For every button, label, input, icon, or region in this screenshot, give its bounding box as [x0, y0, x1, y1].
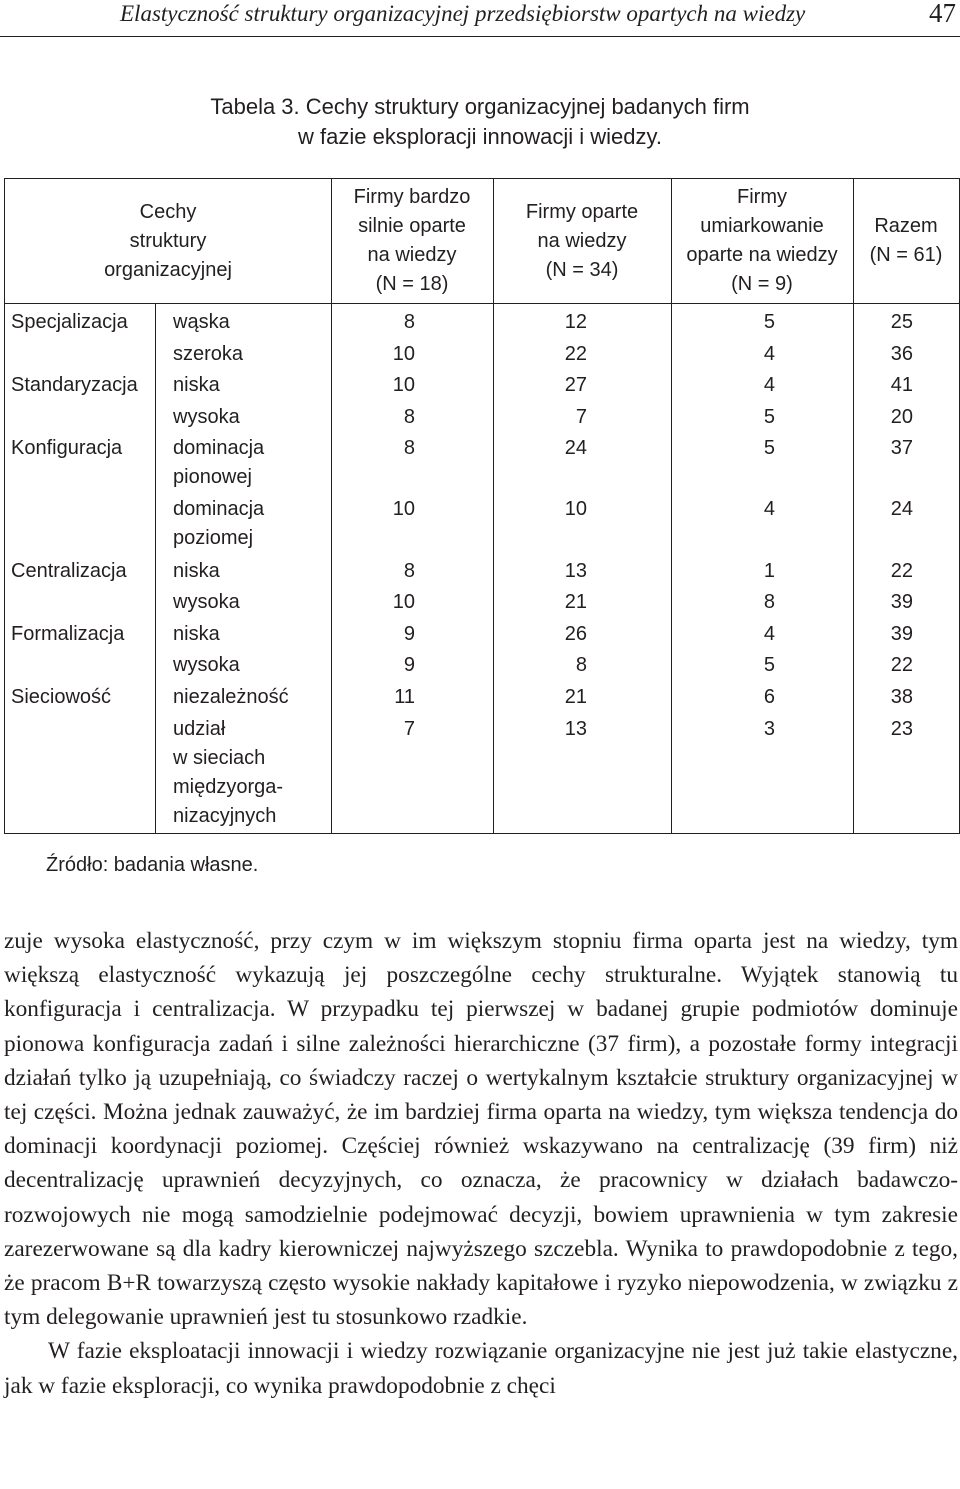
value-cell: 8 — [403, 437, 415, 459]
value-cell: 24 — [890, 498, 913, 520]
feature-cell: Formalizacja — [11, 623, 125, 645]
value-cell: 5 — [763, 437, 775, 459]
level-cell: w sieciach — [173, 747, 266, 769]
header-text: (N = 34) — [545, 258, 619, 281]
level-cell: wysoka — [173, 591, 240, 613]
level-cell: niska — [173, 560, 220, 582]
level-cell: pionowej — [173, 466, 252, 488]
header-text: (N = 9) — [731, 273, 793, 295]
column-divider — [155, 303, 156, 833]
level-cell: nizacyjnych — [173, 805, 277, 827]
level-cell: wysoka — [173, 654, 240, 676]
value-cell: 24 — [564, 437, 587, 459]
value-cell: 12 — [564, 311, 587, 333]
header-text: Firmy oparte — [525, 200, 639, 223]
value-cell: 20 — [890, 406, 913, 428]
feature-cell: Specjalizacja — [11, 311, 128, 333]
value-cell: 7 — [403, 718, 415, 740]
page-header — [0, 0, 960, 37]
header-col4 — [853, 179, 959, 303]
header-text: (N = 61) — [869, 244, 943, 266]
value-cell: 39 — [890, 591, 913, 613]
value-cell: 5 — [763, 654, 775, 676]
level-cell: udział — [173, 718, 226, 740]
value-cell: 22 — [564, 343, 587, 365]
table-caption — [0, 92, 960, 152]
value-cell: 27 — [564, 374, 587, 396]
value-cell: 4 — [763, 343, 775, 365]
value-cell: 8 — [403, 560, 415, 582]
value-cell: 4 — [763, 374, 775, 396]
level-cell: niska — [173, 374, 220, 396]
value-cell: 10 — [392, 374, 415, 396]
header-text: Razem — [874, 215, 938, 237]
table-source-note: Źródło: badania własne. — [46, 854, 259, 876]
value-cell: 4 — [763, 498, 775, 520]
data-table — [4, 178, 960, 834]
value-cell: 8 — [403, 406, 415, 428]
value-cell: 8 — [403, 311, 415, 333]
value-cell: 13 — [564, 560, 587, 582]
value-cell: 37 — [890, 437, 913, 459]
header-text: umiarkowanie — [700, 215, 824, 237]
level-cell: międzyorga- — [173, 776, 284, 798]
value-cell: 6 — [763, 686, 775, 708]
level-cell: poziomej — [173, 527, 254, 549]
header-text: organizacyjnej — [104, 258, 232, 281]
value-cell: 1 — [763, 560, 775, 582]
value-cell: 36 — [890, 343, 913, 365]
value-cell: 9 — [403, 623, 415, 645]
value-cell: 22 — [890, 654, 913, 676]
header-text: Cechy — [139, 200, 197, 223]
header-feature — [5, 179, 331, 303]
value-cell: 21 — [564, 686, 587, 708]
feature-cell: Konfiguracja — [11, 437, 123, 459]
feature-cell: Sieciowość — [11, 686, 112, 708]
header-col2 — [493, 179, 671, 303]
table-caption-line-1: Tabela 3. Cechy struktury organizacyjnej badanych firm — [210, 94, 750, 119]
table-caption-line-2: w fazie eksploracji innowacji i wiedzy. — [298, 124, 662, 149]
header-text: (N = 18) — [375, 273, 449, 295]
value-cell: 10 — [392, 498, 415, 520]
value-cell: 22 — [890, 560, 913, 582]
header-text: na wiedzy — [367, 244, 457, 266]
paragraph: zuje wysoka elastyczność, przy czym w im większym stopniu firma oparta jest na wiedzy, tym większą elastyczność wykazują jej poszczególne cechy strukturalne. Wyjątek stanowią tu konfiguracja i centralizacja. W przypadku tej pierwszej w badanej grupie podmiotów dominuje pionowa konfiguracja zadań i silne zależności hierarchiczne (37 firm), a pozostałe formy integracji działań tylko ją uzupełniają, co świadczy raczej o wertykalnym kształcie struktury organizacyjnej w tej części. Można jednak zauważyć, że im bardziej firma oparta na wiedzy, tym większa tendencja do dominacji koordynacji poziomej. Częściej również wskazywano na centralizację (39 firm) niż decentralizację uprawnień decyzyjnych, co oznacza, że pracownicy w działach badawczo-rozwojowych nie mogą samodzielnie podejmować decyzji, bowiem uprawnienia w tym zakresie zarezerwowane są dla kadry kierowniczej najwyższego szczebla. Wynika to prawdopodobnie z tego, że pracom B+R towarzyszą często wysokie nakłady kapitałowe i ryzyko niepowodzenia, w związku z tym delegowanie uprawnień jest tu stosunkowo rzadkie. — [4, 928, 958, 1331]
value-cell: 7 — [575, 406, 587, 428]
page-number: 47 — [929, 0, 956, 28]
feature-cell: Standaryzacja — [11, 374, 138, 396]
value-cell: 3 — [763, 718, 775, 740]
value-cell: 10 — [392, 591, 415, 613]
value-cell: 10 — [564, 498, 587, 520]
level-cell: wysoka — [173, 406, 240, 428]
body-text — [4, 924, 958, 1403]
level-cell: wąska — [173, 311, 230, 333]
value-cell: 8 — [575, 654, 587, 676]
header-col3 — [671, 179, 853, 303]
value-cell: 21 — [564, 591, 587, 613]
value-cell: 39 — [890, 623, 913, 645]
level-cell: szeroka — [173, 343, 244, 365]
level-cell: niezależność — [173, 686, 289, 708]
level-cell: dominacja — [173, 498, 265, 520]
header-text: struktury — [129, 229, 207, 252]
value-cell: 23 — [890, 718, 913, 740]
value-cell: 9 — [403, 654, 415, 676]
value-cell: 11 — [394, 686, 415, 708]
header-divider — [5, 303, 959, 304]
value-cell: 4 — [763, 623, 775, 645]
value-cell: 26 — [564, 623, 587, 645]
header-text: silnie oparte — [358, 215, 466, 237]
header-col1 — [331, 179, 493, 303]
value-cell: 38 — [890, 686, 913, 708]
header-text: Firmy — [737, 186, 787, 208]
feature-cell: Centralizacja — [11, 560, 127, 582]
level-cell: dominacja — [173, 437, 265, 459]
header-text: Firmy bardzo — [353, 186, 471, 208]
value-cell: 41 — [890, 374, 913, 396]
value-cell: 5 — [763, 311, 775, 333]
level-cell: niska — [173, 623, 220, 645]
header-text: oparte na wiedzy — [686, 244, 838, 266]
value-cell: 13 — [564, 718, 587, 740]
paragraph: W fazie eksploatacji innowacji i wiedzy rozwiązanie organizacyjne nie jest już takie elastyczne, jak w fazie eksploracji, co wynika prawdopodobnie z chęci — [4, 1338, 958, 1399]
value-cell: 8 — [763, 591, 775, 613]
header-text: na wiedzy — [537, 229, 627, 252]
value-cell: 5 — [763, 406, 775, 428]
value-cell: 10 — [392, 343, 415, 365]
running-title: Elastyczność struktury organizacyjnej przedsiębiorstw opartych na wiedzy — [120, 1, 806, 26]
value-cell: 25 — [890, 311, 913, 333]
